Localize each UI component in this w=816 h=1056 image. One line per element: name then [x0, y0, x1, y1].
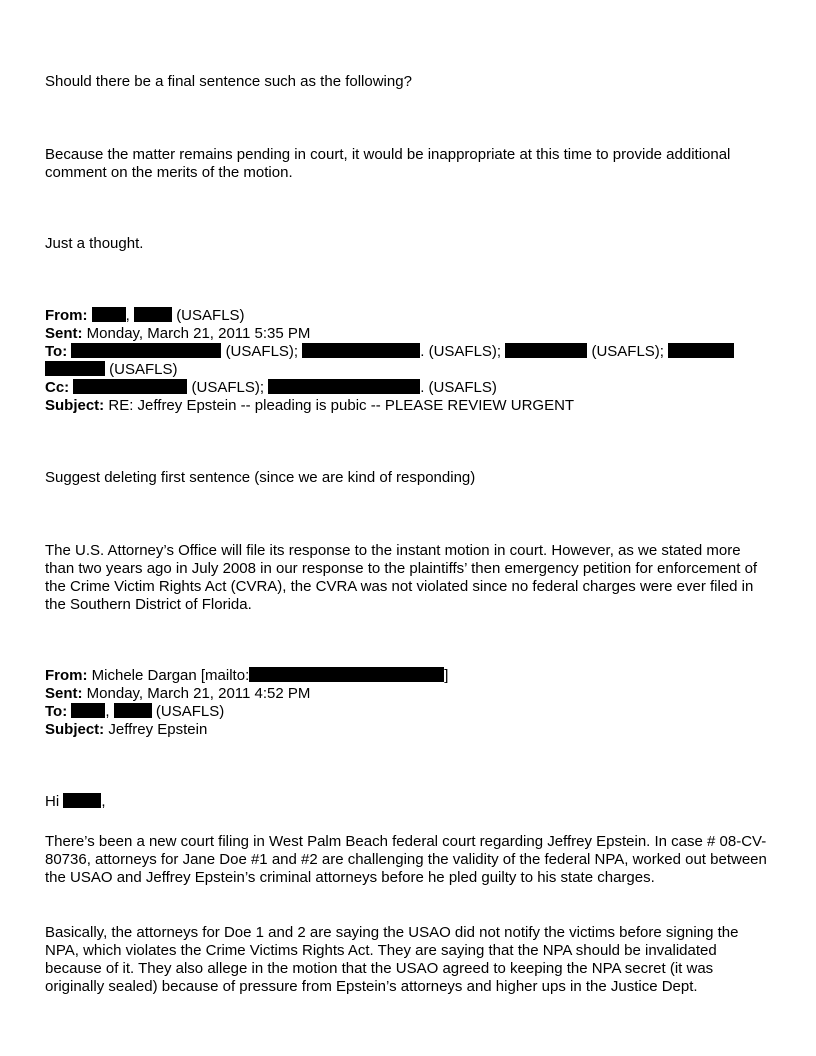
redaction-block [45, 361, 105, 376]
subject-label: Subject: [45, 721, 105, 738]
redaction-block [71, 343, 221, 358]
from-close: ] [444, 667, 449, 684]
redaction-block [302, 343, 420, 358]
redaction-block [249, 667, 444, 682]
redaction-block [73, 379, 187, 394]
to-org: (USAFLS) [155, 703, 225, 720]
redaction-block [505, 343, 587, 358]
closing-question: Should there be a final sentence such as the following? [45, 73, 412, 90]
sent-value: Monday, March 21, 2011 5:35 PM [86, 325, 311, 342]
cc-org-1: (USAFLS); [191, 379, 265, 396]
greeting-comma: , [101, 793, 106, 810]
greeting-text: Hi [45, 793, 60, 810]
reply-body-1: Suggest deleting first sentence (since we are kind of responding) [45, 469, 476, 486]
subject-value: RE: Jeffrey Epstein -- pleading is pubic -- PLEASE REVIEW URGENT [108, 397, 575, 414]
cc-label: Cc: [45, 379, 70, 396]
sent-label: Sent: [45, 685, 83, 702]
sent-label: Sent: [45, 325, 83, 342]
original-body-1: There’s been a new court filing in West Palm Beach federal court regarding Jeffrey Epstein. In case # 08-CV-80736, attorneys for Jane Doe #1 and #2 are challenging the validity of the federal NPA, worked out between the USAO and Jeffrey Epstein’s criminal attorneys before he pled guilty to his state charges. [45, 833, 767, 886]
from-row: From: , (USAFLS) [45, 307, 245, 324]
subject-row [45, 397, 770, 415]
to-row-continued [45, 361, 770, 379]
subject-row [45, 721, 770, 739]
to-org-2: . (USAFLS); [420, 343, 502, 360]
from-value: Michele Dargan [mailto: [91, 667, 250, 684]
subject-value: Jeffrey Epstein [108, 721, 208, 738]
email-header-reply [45, 307, 770, 415]
to-row: To: , (USAFLS) [45, 703, 225, 720]
sent-value: Monday, March 21, 2011 4:52 PM [86, 685, 311, 702]
to-label: To: [45, 703, 68, 720]
email-header-original [45, 667, 770, 739]
cc-row [45, 379, 770, 397]
redaction-block [114, 703, 152, 718]
sign-off: Just a thought. [45, 235, 144, 252]
redaction-block [63, 793, 101, 808]
from-label: From: [45, 667, 88, 684]
proposed-sentence: Because the matter remains pending in court, it would be inappropriate at this time to provide additional comment on the merits of the motion. [45, 146, 731, 181]
from-label: From: [45, 307, 88, 324]
redaction-block [92, 307, 126, 322]
reply-body-2: The U.S. Attorney’s Office will file its response to the instant motion in court. However, as we stated more than two years ago in July 2008 in our response to the plaintiffs’ then emergency petition for enforcement of the Crime Victim Rights Act (CVRA), the CVRA was not violated since no federal charges were ever filed in the Southern District of Florida. [45, 542, 758, 613]
sent-row [45, 325, 770, 343]
redaction-block [71, 703, 105, 718]
redaction-block [134, 307, 172, 322]
greeting [45, 793, 106, 811]
subject-label: Subject: [45, 397, 105, 414]
to-org-3: (USAFLS); [591, 343, 664, 360]
redaction-block [268, 379, 420, 394]
redaction-block [668, 343, 734, 358]
to-row [45, 343, 770, 361]
original-body-2: Basically, the attorneys for Doe 1 and 2 are saying the USAO did not notify the victims before signing the NPA, which violates the Crime Victims Rights Act. They are saying that the NPA should be invalidated because of it. They also allege in the motion that the USAO agreed to keeping the NPA secret (it was originally sealed) because of pressure from Epstein’s attorneys and higher ups in the Justice Dept. [45, 924, 739, 995]
cc-org-2: . (USAFLS) [420, 379, 497, 396]
to-org-1: (USAFLS); [225, 343, 299, 360]
from-org: (USAFLS) [176, 307, 245, 324]
to-label: To: [45, 343, 68, 360]
sent-row [45, 685, 770, 703]
to-org-4: (USAFLS) [109, 361, 178, 378]
from-row [45, 667, 770, 685]
